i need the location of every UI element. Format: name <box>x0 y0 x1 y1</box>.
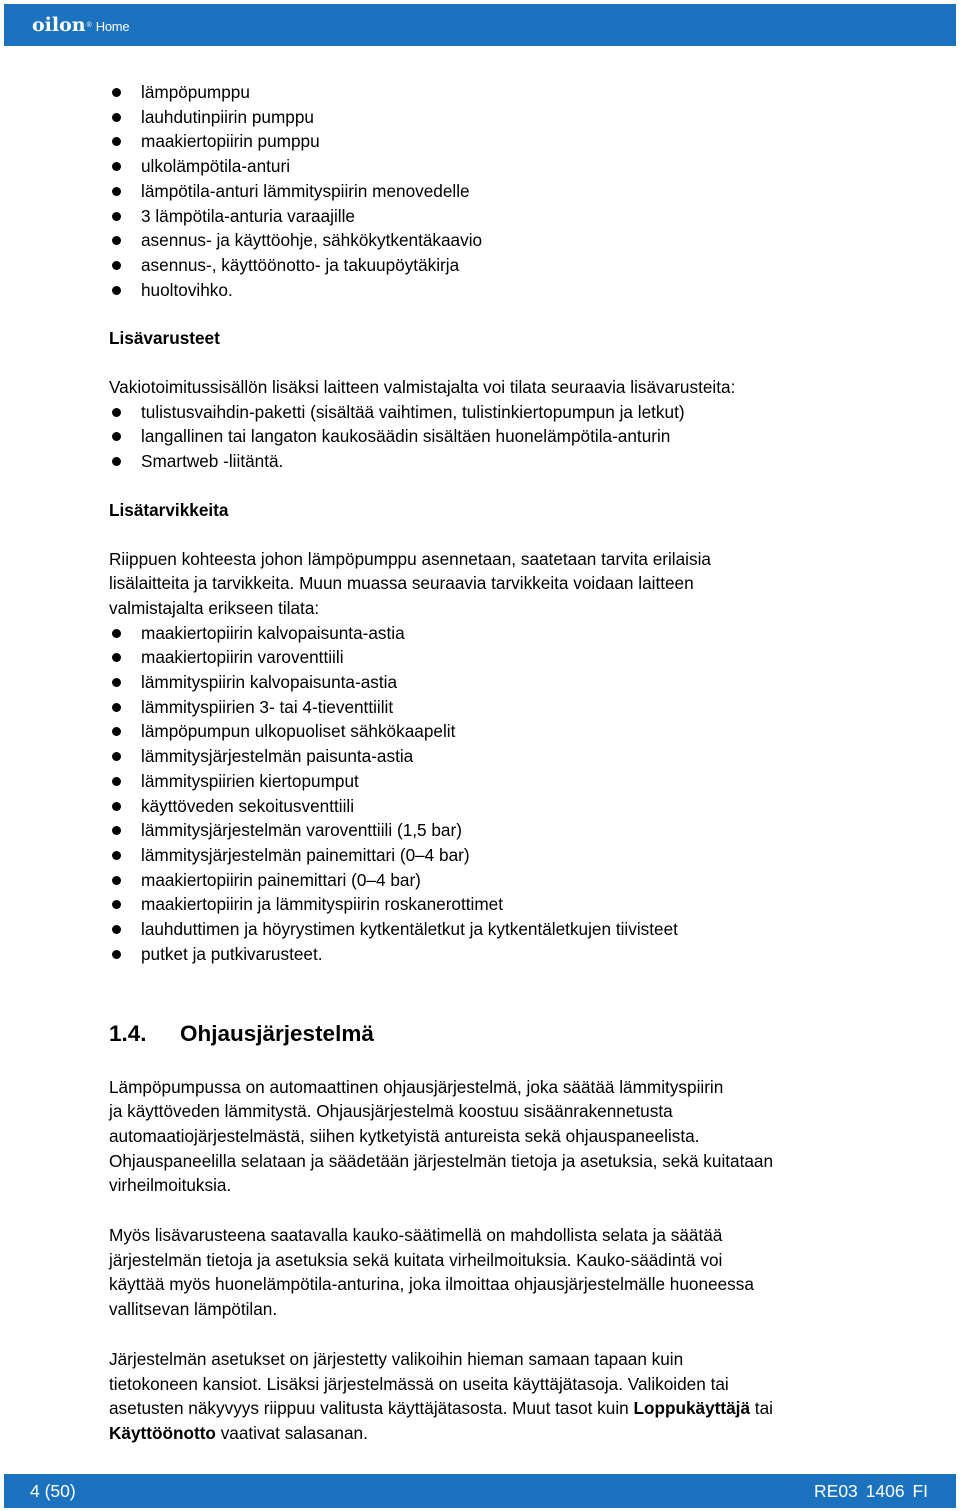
list-item: asennus-, käyttöönotto- ja takuupöytäkirja <box>109 253 909 278</box>
list-item: lämmityspiirien 3- tai 4-tieventtiilit <box>109 695 909 720</box>
bullet-icon <box>112 137 121 146</box>
bullet-icon <box>112 727 121 736</box>
supplies-heading: Lisätarvikkeita <box>109 499 229 520</box>
brand-registered-mark: ® <box>86 21 92 29</box>
bullet-icon <box>112 432 121 441</box>
list-item: langallinen tai langaton kaukosäädin sisältäen huonelämpötila-anturin <box>109 424 909 449</box>
accessories-heading: Lisävarusteet <box>109 328 220 349</box>
document-reference: RE03 1406 FI <box>814 1481 928 1501</box>
list-item: Smartweb -liitäntä. <box>109 449 909 474</box>
bullet-icon <box>112 653 121 662</box>
delivery-contents-list <box>109 80 909 302</box>
bullet-icon <box>112 876 121 885</box>
supplies-list <box>109 621 909 967</box>
accessories-list <box>109 400 909 474</box>
bullet-icon <box>112 950 121 959</box>
section-paragraph-1: Lämpöpumpussa on automaattinen ohjausjärjestelmä, joka säätää lämmityspiirin ja käyttöveden lämmitystä. Ohjausjärjestelmä koostuu sisäänrakennetusta automaatiojärjestelmästä, siihen kytketyistä antureista sekä ohjauspaneelista. Ohjauspaneelilla selataan ja säädetään järjestelmän tietoja ja asetuksia, sekä kuitataan virheilmoituksia. <box>109 1076 774 1196</box>
list-item: maakiertopiirin kalvopaisunta-astia <box>109 621 909 646</box>
bullet-icon <box>112 826 121 835</box>
bullet-icon <box>112 261 121 270</box>
bullet-icon <box>112 925 121 934</box>
bullet-icon <box>112 752 121 761</box>
bullet-icon <box>112 851 121 860</box>
bullet-icon <box>112 162 121 171</box>
list-item: lauhduttimen ja höyrystimen kytkentäletkut ja kytkentäletkujen tiivisteet <box>109 917 909 942</box>
brand-home-label: Home <box>95 19 130 34</box>
brand-logo: oilon <box>32 13 86 36</box>
list-item: lämmityspiirien kiertopumput <box>109 769 909 794</box>
bullet-icon <box>112 113 121 122</box>
brand[interactable] <box>32 12 129 38</box>
list-item: lämpöpumppu <box>109 80 909 105</box>
list-item: lämmitysjärjestelmän varoventtiili (1,5 bar) <box>109 818 909 843</box>
bullet-icon <box>112 678 121 687</box>
bullet-icon <box>112 286 121 295</box>
list-item: huoltovihko. <box>109 278 909 303</box>
list-item: maakiertopiirin ja lämmityspiirin roskanerottimet <box>109 892 909 917</box>
section-title: Ohjausjärjestelmä <box>180 1020 374 1046</box>
list-item: asennus- ja käyttöohje, sähkökytkentäkaavio <box>109 228 909 253</box>
list-item: maakiertopiirin varoventtiili <box>109 645 909 670</box>
section-paragraph-3: Järjestelmän asetukset on järjestetty valikoihin hieman samaan tapaan kuin tietokoneen kansiot. Lisäksi järjestelmässä on useita käyttäjätasoja. Valikoiden tai asetusten näkyvyys riippuu valitusta käyttäjätasosta. Muut tasot kuin Loppukäyttäjä tai Käyttöönotto vaativat salasanan. <box>109 1348 773 1443</box>
page-number: 4 (50) <box>30 1481 76 1501</box>
list-item: lämmitysjärjestelmän paisunta-astia <box>109 744 909 769</box>
list-item: lauhdutinpiirin pumppu <box>109 105 909 130</box>
header-bar <box>4 4 956 46</box>
bullet-icon <box>112 236 121 245</box>
bullet-icon <box>112 88 121 97</box>
document-body <box>109 80 909 1446</box>
section-paragraph-2: Myös lisävarusteena saatavalla kauko-säätimellä on mahdollista selata ja säätää järjestelmän tietoja ja asetuksia sekä kuitata virheilmoituksia. Kauko-säädintä voi käyttää myös huonelämpötila-anturina, joka ilmoittaa ohjausjärjestelmälle huoneessa vallitsevan lämpötilan. <box>109 1225 754 1320</box>
list-item: lämmityspiirin kalvopaisunta-astia <box>109 670 909 695</box>
bullet-icon <box>112 212 121 221</box>
bullet-icon <box>112 187 121 196</box>
bullet-icon <box>112 802 121 811</box>
section-heading <box>109 1019 909 1049</box>
bullet-icon <box>112 408 121 417</box>
bullet-icon <box>112 629 121 638</box>
supplies-intro: Riippuen kohteesta johon lämpöpumppu asennetaan, saatetaan tarvita erilaisia lisälaitteita ja tarvikkeita. Muun muassa seuraavia tarvikkeita voidaan laitteen valmistajalta erikseen tilata: <box>109 548 711 618</box>
user-level-end-user: Loppukäyttäjä <box>633 1398 751 1419</box>
list-item: maakiertopiirin pumppu <box>109 129 909 154</box>
user-level-commissioning: Käyttöönotto <box>109 1422 216 1443</box>
bullet-icon <box>112 703 121 712</box>
list-item: lämpöpumpun ulkopuoliset sähkökaapelit <box>109 719 909 744</box>
accessories-intro: Vakiotoimitussisällön lisäksi laitteen valmistajalta voi tilata seuraavia lisävarusteita: <box>109 377 736 398</box>
section-number: 1.4. <box>109 1020 147 1046</box>
bullet-icon <box>112 900 121 909</box>
list-item: maakiertopiirin painemittari (0–4 bar) <box>109 868 909 893</box>
list-item: 3 lämpötila-anturia varaajille <box>109 204 909 229</box>
list-item: tulistusvaihdin-paketti (sisältää vaihtimen, tulistinkiertopumpun ja letkut) <box>109 400 909 425</box>
list-item: putket ja putkivarusteet. <box>109 942 909 967</box>
list-item: ulkolämpötila-anturi <box>109 154 909 179</box>
list-item: käyttöveden sekoitusventtiili <box>109 794 909 819</box>
bullet-icon <box>112 457 121 466</box>
bullet-icon <box>112 777 121 786</box>
list-item: lämpötila-anturi lämmityspiirin menovedelle <box>109 179 909 204</box>
footer-bar <box>4 1474 956 1508</box>
list-item: lämmitysjärjestelmän painemittari (0–4 bar) <box>109 843 909 868</box>
